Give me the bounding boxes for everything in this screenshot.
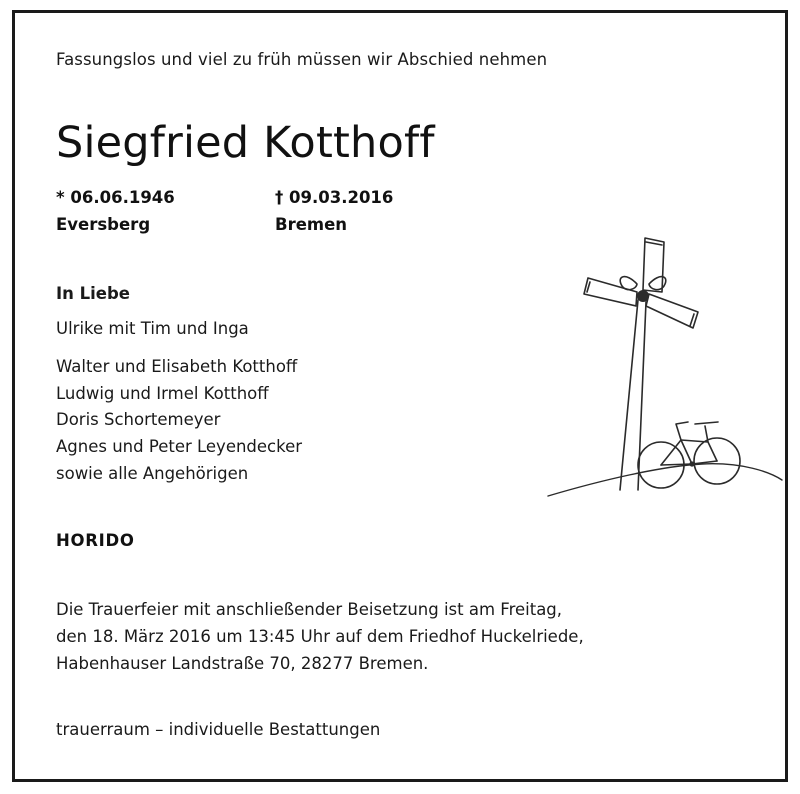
deceased-name: Siegfried Kotthoff <box>56 118 435 168</box>
funeral-home-text: trauerraum – individuelle Bestattungen <box>56 719 381 739</box>
ceremony-line: den 18. März 2016 um 13:45 Uhr auf dem Friedhof Huckelriede, <box>56 627 584 647</box>
life-dates <box>56 188 736 239</box>
birth-symbol: * <box>56 188 65 208</box>
ceremony-line: Habenhauser Landstraße 70, 28277 Bremen. <box>56 653 429 673</box>
birth-date-value: 06.06.1946 <box>70 188 175 208</box>
motto-text: HORIDO <box>56 531 135 551</box>
death-place: Bremen <box>275 215 348 235</box>
family-member: sowie alle Angehörigen <box>56 463 249 483</box>
birth-place: Eversberg <box>56 215 151 235</box>
family-member: Doris Schortemeyer <box>56 410 221 430</box>
birth-date <box>56 188 175 207</box>
ceremony-line: Die Trauerfeier mit anschließender Beisetzung ist am Freitag, <box>56 600 563 620</box>
family-member: Ulrike mit Tim und Inga <box>56 319 249 339</box>
family-block <box>56 284 736 487</box>
notice-content <box>56 40 736 754</box>
death-date <box>275 188 393 207</box>
family-member: Agnes und Peter Leyendecker <box>56 437 303 457</box>
death-symbol: † <box>275 188 284 208</box>
dates-line <box>56 188 736 212</box>
family-member: Walter und Elisabeth Kotthoff <box>56 356 298 376</box>
intro-text: Fassungslos und viel zu früh müssen wir Abschied nehmen <box>56 50 548 69</box>
places-line <box>56 215 736 239</box>
family-member: Ludwig und Irmel Kotthoff <box>56 383 269 403</box>
family-lead: In Liebe <box>56 284 130 304</box>
ceremony-details <box>56 597 736 677</box>
death-date-value: 09.03.2016 <box>289 188 394 208</box>
